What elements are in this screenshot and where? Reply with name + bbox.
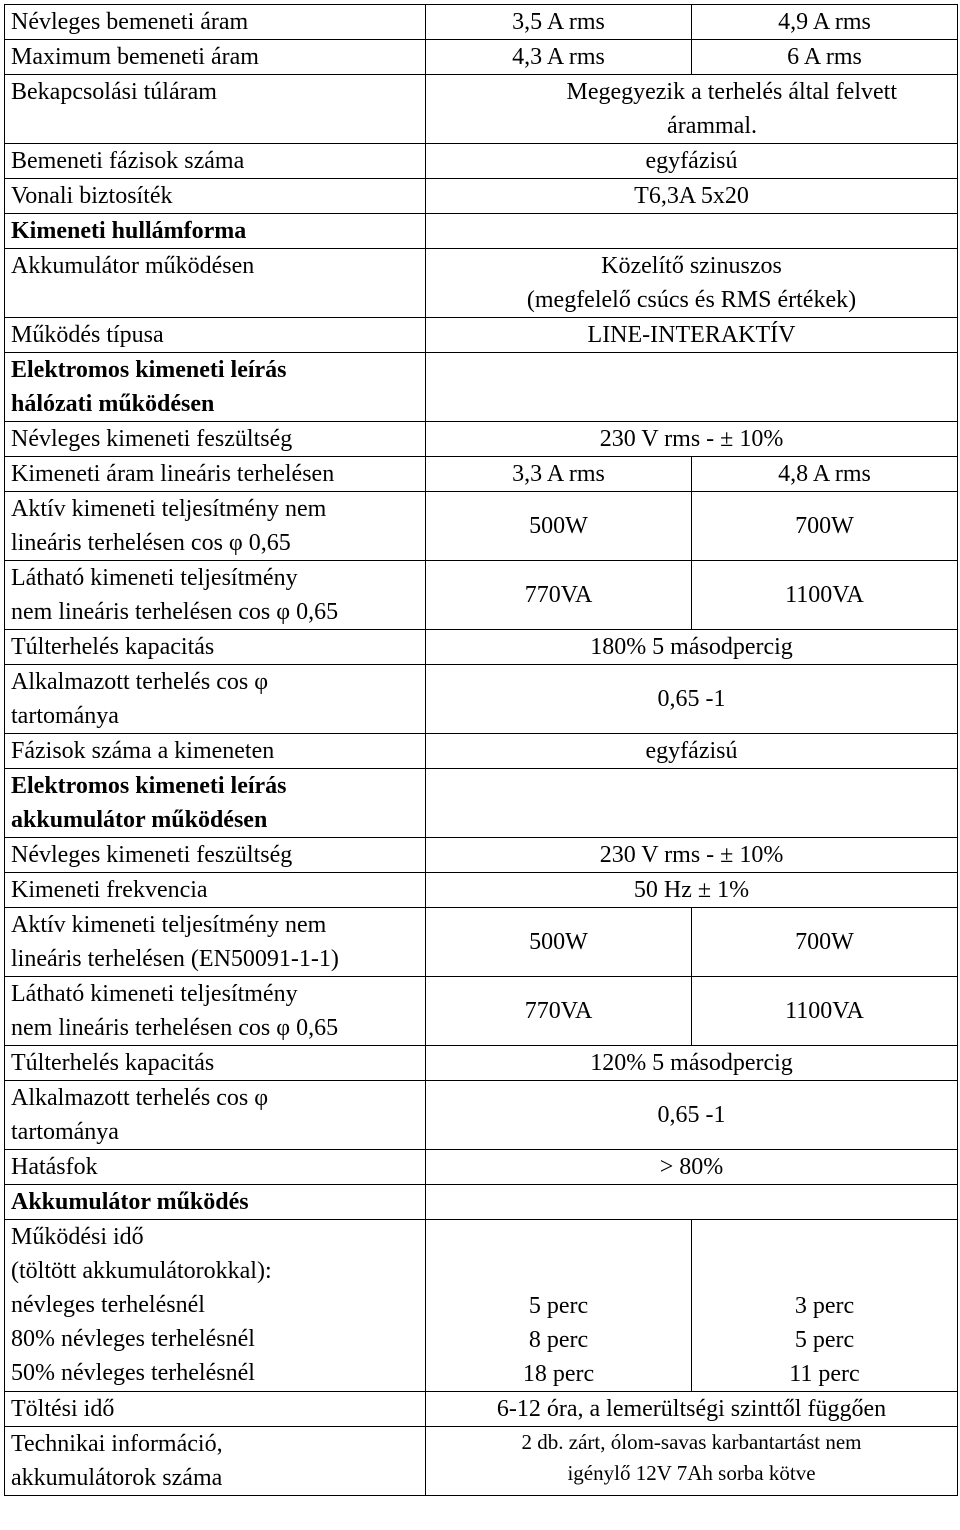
heading-line: Elektromos kimeneti leírás bbox=[11, 773, 287, 799]
row-label: Túlterhelés kapacitás bbox=[5, 1046, 426, 1081]
row-value bbox=[426, 75, 958, 144]
label-line: névleges terhelésnél bbox=[11, 1292, 205, 1318]
empty-cell bbox=[426, 1185, 958, 1220]
row-value bbox=[426, 1427, 958, 1496]
label-line: tartománya bbox=[11, 1119, 119, 1145]
table-row bbox=[5, 977, 958, 1046]
row-label: Bemeneti fázisok száma bbox=[5, 144, 426, 179]
row-value: egyfázisú bbox=[426, 144, 958, 179]
row-label: Kimeneti frekvencia bbox=[5, 873, 426, 908]
value-model-2: 4,9 A rms bbox=[692, 5, 958, 40]
row-label: Bekapcsolási túláram bbox=[5, 75, 426, 144]
row-label bbox=[5, 665, 426, 734]
value-model-2: 700W bbox=[692, 908, 958, 977]
label-line: nem lineáris terhelésen cos φ 0,65 bbox=[11, 599, 339, 625]
value-model-1: 770VA bbox=[426, 561, 692, 630]
value-line: Közelítő szinuszos bbox=[601, 253, 782, 279]
row-label bbox=[5, 1081, 426, 1150]
table-row bbox=[5, 457, 958, 492]
value-model-1: 500W bbox=[426, 908, 692, 977]
label-line: nem lineáris terhelésen cos φ 0,65 bbox=[11, 1015, 339, 1041]
heading-line: hálózati működésen bbox=[11, 391, 215, 417]
table-row bbox=[5, 1185, 958, 1220]
row-value: T6,3A 5x20 bbox=[426, 179, 958, 214]
table-row bbox=[5, 1081, 958, 1150]
row-label: Kimeneti áram lineáris terhelésen bbox=[5, 457, 426, 492]
row-value: 120% 5 másodpercig bbox=[426, 1046, 958, 1081]
row-value: 230 V rms - ± 10% bbox=[426, 422, 958, 457]
row-label bbox=[5, 492, 426, 561]
table-row bbox=[5, 908, 958, 977]
row-label bbox=[5, 977, 426, 1046]
label-line: Aktív kimeneti teljesítmény nem bbox=[11, 496, 327, 522]
empty-cell bbox=[426, 769, 958, 838]
table-row bbox=[5, 492, 958, 561]
section-heading: Akkumulátor működés bbox=[5, 1185, 426, 1220]
value-line: 3 perc bbox=[794, 1293, 855, 1319]
table-row bbox=[5, 1220, 958, 1392]
value-line: 2 db. zárt, ólom-savas karbantartást nem bbox=[521, 1430, 862, 1454]
table-row bbox=[5, 1427, 958, 1496]
value-model-2: 4,8 A rms bbox=[692, 457, 958, 492]
table-row bbox=[5, 1392, 958, 1427]
table-row bbox=[5, 734, 958, 769]
table-row bbox=[5, 40, 958, 75]
label-line: (töltött akkumulátorokkal): bbox=[11, 1258, 272, 1284]
table-row bbox=[5, 1150, 958, 1185]
row-label: Működés típusa bbox=[5, 318, 426, 353]
table-row bbox=[5, 630, 958, 665]
label-line: tartománya bbox=[11, 703, 119, 729]
row-value bbox=[426, 249, 958, 318]
row-label: Túlterhelés kapacitás bbox=[5, 630, 426, 665]
spec-table bbox=[4, 4, 958, 1496]
label-line: akkumulátorok száma bbox=[11, 1465, 223, 1491]
row-label: Névleges bemeneti áram bbox=[5, 5, 426, 40]
label-line: Látható kimeneti teljesítmény bbox=[11, 981, 298, 1007]
row-value: 50 Hz ± 1% bbox=[426, 873, 958, 908]
row-value: LINE-INTERAKTÍV bbox=[426, 318, 958, 353]
section-heading: Kimeneti hullámforma bbox=[5, 214, 426, 249]
value-line: igénylő 12V 7Ah sorba kötve bbox=[567, 1461, 816, 1485]
table-row bbox=[5, 5, 958, 40]
row-label: Maximum bemeneti áram bbox=[5, 40, 426, 75]
heading-line: Elektromos kimeneti leírás bbox=[11, 357, 287, 383]
value-model-1: 3,5 A rms bbox=[426, 5, 692, 40]
row-value: 230 V rms - ± 10% bbox=[426, 838, 958, 873]
label-line: Aktív kimeneti teljesítmény nem bbox=[11, 912, 327, 938]
row-value: > 80% bbox=[426, 1150, 958, 1185]
label-line: lineáris terhelésen cos φ 0,65 bbox=[11, 530, 291, 556]
value-model-1: 770VA bbox=[426, 977, 692, 1046]
value-line: árammal. bbox=[667, 113, 757, 139]
row-label: Névleges kimeneti feszültség bbox=[5, 838, 426, 873]
label-line: Működési idő bbox=[11, 1224, 144, 1250]
table-row bbox=[5, 179, 958, 214]
label-line: lineáris terhelésen (EN50091-1-1) bbox=[11, 946, 339, 972]
value-model-2: 700W bbox=[692, 492, 958, 561]
label-line: Technikai információ, bbox=[11, 1431, 223, 1457]
heading-line: akkumulátor működésen bbox=[11, 807, 268, 833]
value-line: 8 perc bbox=[528, 1327, 589, 1353]
value-line: Megegyezik a terhelés által felvett bbox=[566, 79, 897, 105]
label-line: Alkalmazott terhelés cos φ bbox=[11, 669, 269, 695]
value-model-1: 4,3 A rms bbox=[426, 40, 692, 75]
row-label bbox=[5, 908, 426, 977]
value-line: 5 perc bbox=[794, 1327, 855, 1353]
row-label bbox=[5, 561, 426, 630]
row-label: Fázisok száma a kimeneten bbox=[5, 734, 426, 769]
value-line: 11 perc bbox=[789, 1361, 860, 1387]
value-model-1 bbox=[426, 1220, 692, 1392]
section-heading bbox=[5, 769, 426, 838]
row-value: 180% 5 másodpercig bbox=[426, 630, 958, 665]
table-row bbox=[5, 422, 958, 457]
row-value: 6-12 óra, a lemerültségi szinttől függően bbox=[426, 1392, 958, 1427]
row-value: 0,65 -1 bbox=[426, 665, 958, 734]
row-label bbox=[5, 1427, 426, 1496]
value-model-2: 6 A rms bbox=[692, 40, 958, 75]
row-label bbox=[5, 1220, 426, 1392]
table-row bbox=[5, 75, 958, 144]
section-heading bbox=[5, 353, 426, 422]
label-line: 50% névleges terhelésnél bbox=[11, 1360, 255, 1386]
table-row bbox=[5, 353, 958, 422]
row-label: Névleges kimeneti feszültség bbox=[5, 422, 426, 457]
value-model-2 bbox=[692, 1220, 958, 1392]
label-line: Látható kimeneti teljesítmény bbox=[11, 565, 298, 591]
table-row bbox=[5, 769, 958, 838]
table-row bbox=[5, 838, 958, 873]
table-row bbox=[5, 214, 958, 249]
row-value: egyfázisú bbox=[426, 734, 958, 769]
empty-cell bbox=[426, 353, 958, 422]
table-row bbox=[5, 318, 958, 353]
value-model-1: 500W bbox=[426, 492, 692, 561]
label-line: Alkalmazott terhelés cos φ bbox=[11, 1085, 269, 1111]
value-line: 18 perc bbox=[522, 1361, 595, 1387]
row-value: 0,65 -1 bbox=[426, 1081, 958, 1150]
table-row bbox=[5, 665, 958, 734]
table-row bbox=[5, 561, 958, 630]
table-row bbox=[5, 1046, 958, 1081]
value-model-2: 1100VA bbox=[692, 977, 958, 1046]
row-label: Töltési idő bbox=[5, 1392, 426, 1427]
row-label: Hatásfok bbox=[5, 1150, 426, 1185]
empty-cell bbox=[426, 214, 958, 249]
table-row bbox=[5, 144, 958, 179]
label-line: 80% névleges terhelésnél bbox=[11, 1326, 255, 1352]
value-model-1: 3,3 A rms bbox=[426, 457, 692, 492]
value-line: (megfelelő csúcs és RMS értékek) bbox=[526, 287, 857, 313]
row-label: Vonali biztosíték bbox=[5, 179, 426, 214]
table-row bbox=[5, 249, 958, 318]
row-label: Akkumulátor működésen bbox=[5, 249, 426, 318]
value-model-2: 1100VA bbox=[692, 561, 958, 630]
table-row bbox=[5, 873, 958, 908]
value-line: 5 perc bbox=[528, 1293, 589, 1319]
